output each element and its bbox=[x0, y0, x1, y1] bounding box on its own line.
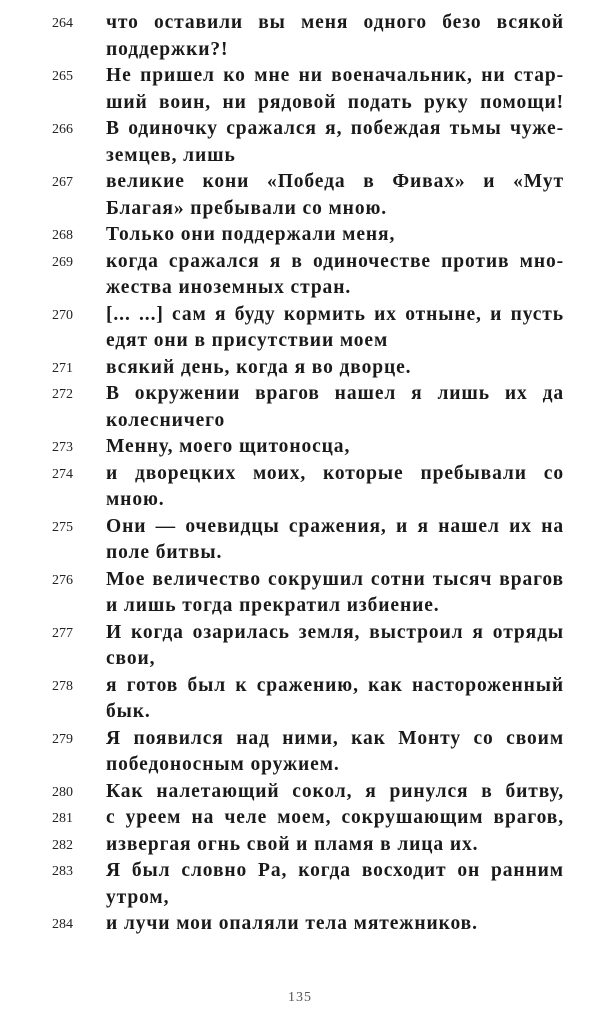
line-number: 277 bbox=[52, 625, 73, 641]
verse-text-line: и лучи мои опаляли тела мятежников. bbox=[106, 913, 478, 934]
verse-line bbox=[0, 620, 600, 647]
verse-line bbox=[0, 196, 600, 223]
verse-line bbox=[0, 646, 600, 673]
verse-line bbox=[0, 10, 600, 37]
verse-text-line: жества иноземных стран. bbox=[106, 277, 352, 298]
verse-line bbox=[0, 911, 600, 938]
verse-line bbox=[0, 540, 600, 567]
line-number: 274 bbox=[52, 466, 73, 482]
verse-line bbox=[0, 143, 600, 170]
verse-text-line: извергая огнь свой и пламя в лица их. bbox=[106, 833, 479, 855]
line-number: 266 bbox=[52, 122, 73, 137]
line-number: 283 bbox=[52, 864, 73, 879]
verse-line bbox=[0, 752, 600, 779]
verse-line bbox=[0, 90, 600, 117]
line-number: 278 bbox=[52, 678, 73, 694]
page-number: 135 bbox=[288, 990, 312, 1005]
verse-line bbox=[0, 63, 600, 90]
verse-text-line: Не пришел ко мне ни военачальник, ни стар- bbox=[106, 65, 564, 86]
verse-text-line: едят они в присутствии моем bbox=[106, 330, 389, 351]
verse-line bbox=[0, 885, 600, 912]
line-number: 275 bbox=[52, 519, 73, 535]
verse-line bbox=[0, 116, 600, 143]
verse-text-line: и лишь тогда прекратил избиение. bbox=[106, 595, 440, 616]
verse-line bbox=[0, 673, 600, 700]
verse-text-line: победоносным оружием. bbox=[106, 754, 340, 775]
line-number: 271 bbox=[52, 360, 73, 376]
verse-line bbox=[0, 275, 600, 302]
verse-line bbox=[0, 37, 600, 64]
verse-text-line: Как налетающий сокол, я ринулся в битву, bbox=[106, 780, 564, 802]
line-number: 284 bbox=[52, 917, 73, 932]
verse-text-line: утром, bbox=[106, 886, 170, 908]
verse-line bbox=[0, 832, 600, 859]
line-number: 279 bbox=[52, 731, 73, 747]
verse-text-line: мною. bbox=[106, 489, 165, 510]
line-number: 268 bbox=[52, 228, 73, 243]
verse-text-line: Они — очевидцы сражения, и я нашел их на bbox=[106, 515, 564, 537]
verse-text-line: великие кони «Победа в Фивах» и «Мут bbox=[106, 171, 564, 192]
verse-line bbox=[0, 302, 600, 329]
verse-text-line: всякий день, когда я во дворце. bbox=[106, 356, 412, 378]
verse-text-line: колесничего bbox=[106, 409, 226, 431]
verse-line bbox=[0, 222, 600, 249]
verse-text-line: я готов был к сражению, как настороженный bbox=[106, 674, 564, 696]
verse-line bbox=[0, 328, 600, 355]
verse-text-line: Благая» пребывали со мною. bbox=[106, 197, 388, 219]
verse-text-line: что оставили вы меня одного безо всякой bbox=[106, 12, 564, 33]
verse-line bbox=[0, 805, 600, 832]
verse-text-line: свои, bbox=[106, 648, 156, 669]
verse-line bbox=[0, 461, 600, 488]
verse-text-line: Только они поддержали меня, bbox=[106, 224, 396, 245]
verse-text-line: [... ...] сам я буду кормить их отныне, и пусть bbox=[106, 303, 564, 325]
verse-text-line: когда сражался я в одиночестве против мно- bbox=[106, 250, 564, 272]
verse-text-line: и дворецких моих, которые пребывали со bbox=[106, 462, 564, 484]
line-number: 273 bbox=[52, 440, 73, 455]
verse-line bbox=[0, 593, 600, 620]
verse-text-line: Мое величество сокрушил сотни тысяч врагов bbox=[106, 568, 564, 590]
verse-text-line: Я был словно Ра, когда восходит он ранним bbox=[106, 860, 564, 881]
line-number: 281 bbox=[52, 811, 73, 826]
line-number: 267 bbox=[52, 175, 73, 190]
verse-text-line: В одиночку сражался я, побеждая тьмы чуже- bbox=[106, 118, 564, 139]
line-number: 265 bbox=[52, 69, 73, 84]
line-number: 269 bbox=[52, 254, 73, 270]
line-number: 264 bbox=[52, 16, 73, 31]
verse-line bbox=[0, 567, 600, 594]
verse-line bbox=[0, 355, 600, 382]
line-number: 270 bbox=[52, 307, 73, 323]
verse-line bbox=[0, 249, 600, 276]
line-number: 272 bbox=[52, 387, 73, 402]
verse-text-line: с уреем на челе моем, сокрушающим врагов, bbox=[106, 807, 564, 828]
line-number: 282 bbox=[52, 837, 73, 853]
verse-text-line: Менну, моего щитоносца, bbox=[106, 436, 351, 457]
verse-line bbox=[0, 514, 600, 541]
verse-line bbox=[0, 434, 600, 461]
verse-text-line: ший воин, ни рядовой подать руку помощи! bbox=[106, 91, 564, 113]
verse-line bbox=[0, 699, 600, 726]
verse-text bbox=[0, 10, 600, 938]
verse-text-line: земцев, лишь bbox=[106, 144, 236, 166]
verse-text-line: поддержки?! bbox=[106, 38, 229, 60]
verse-line bbox=[0, 169, 600, 196]
verse-text-line: И когда озарилась земля, выстроил я отряды bbox=[106, 621, 564, 643]
verse-text-line: поле битвы. bbox=[106, 542, 223, 563]
line-number: 280 bbox=[52, 784, 73, 800]
verse-line bbox=[0, 726, 600, 753]
verse-line bbox=[0, 858, 600, 885]
line-number: 276 bbox=[52, 572, 73, 588]
verse-line bbox=[0, 779, 600, 806]
verse-line bbox=[0, 381, 600, 408]
verse-text-line: бык. bbox=[106, 701, 151, 722]
verse-line bbox=[0, 408, 600, 435]
verse-text-line: В окружении врагов нашел я лишь их да bbox=[106, 383, 564, 404]
verse-line bbox=[0, 487, 600, 514]
verse-text-line: Я появился над ними, как Монту со своим bbox=[106, 727, 564, 749]
